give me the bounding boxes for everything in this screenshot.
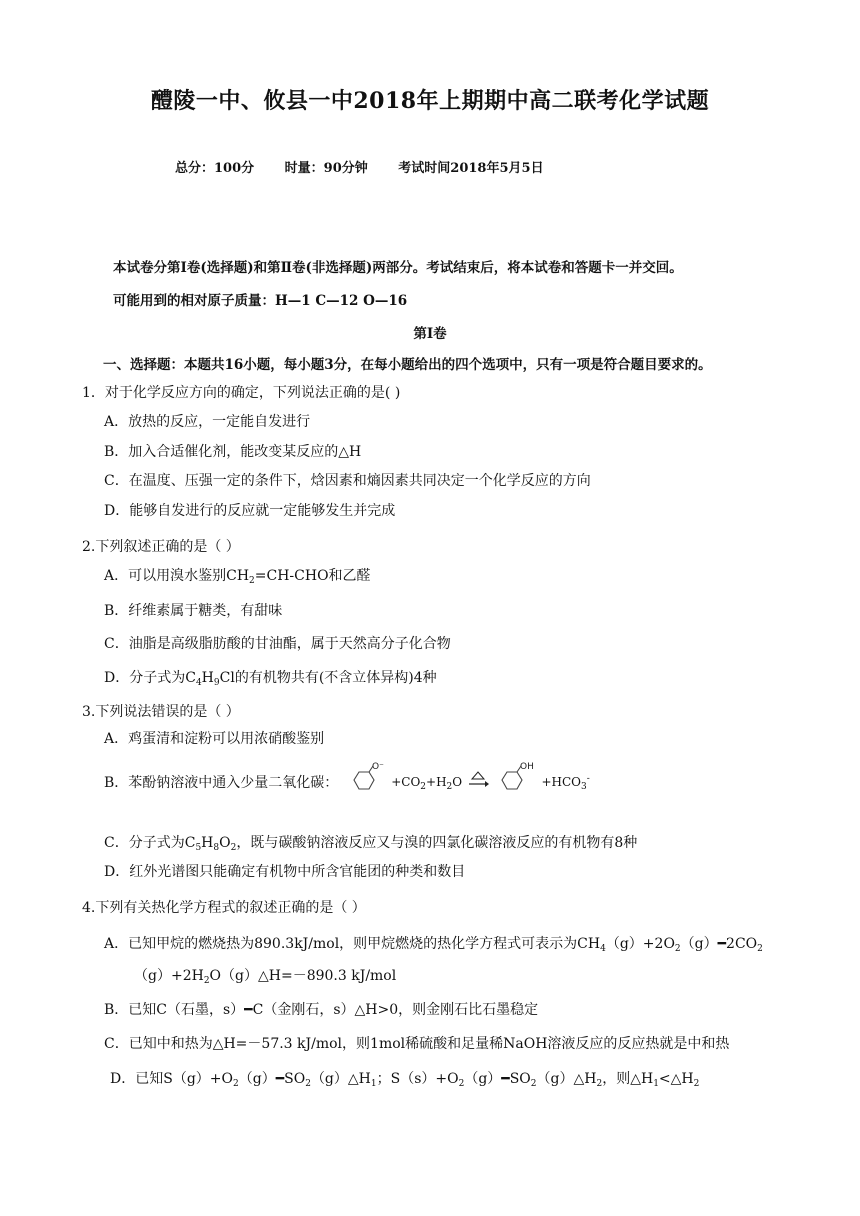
question-4-stem: 4.下列有关热化学方程式的叙述正确的是（ ） xyxy=(82,900,366,916)
question-2-option-c: C．油脂是高级脂肪酸的甘油酯，属于天然高分子化合物 xyxy=(104,636,451,652)
section-instruction: 一、选择题：本题共16小题，每小题3分，在每小题给出的四个选项中，只有一项是符合题目要求的。 xyxy=(103,357,712,373)
question-1-option-a: A．放热的反应，一定能自发进行 xyxy=(104,414,311,430)
question-1-option-b: B．加入合适催化剂，能改变某反应的△H xyxy=(104,444,362,460)
page-title: 醴陵一中、攸县一中2018年上期期中高二联考化学试题 xyxy=(150,88,710,114)
exam-meta xyxy=(175,157,570,176)
question-3-option-a: A．鸡蛋清和淀粉可以用浓硝酸鉴别 xyxy=(104,731,325,747)
question-4-option-d: D．已知$S(g)+O_2(g)━SO_2(g)\triangle H_1$；$S(s)+O_2(g)━SO_2(g)\triangle H_2$，则$\triangle H_1<\triangle H_2$ xyxy=(110,1071,700,1089)
question-3-stem: 3.下列说法错误的是（ ） xyxy=(82,704,240,720)
question-4-option-b: B．已知C（石墨，s）━C（金刚石，s）△H>0，则金刚石比石墨稳定 xyxy=(104,1002,539,1018)
question-4-option-c: C．已知中和热为△H=－57.3 kJ/mol，则1mol稀硫酸和足量稀NaOH溶液反应的反应热就是中和热 xyxy=(104,1036,730,1052)
question-2-option-d: D．分子式为$C_4H_9Cl$的有机物共有(不含立体异构)4种 xyxy=(104,670,437,688)
question-2-option-a: A．可以用溴水鉴别$CH_2=CH$-CHO和乙醛 xyxy=(104,568,371,586)
reaction-arrow xyxy=(467,771,489,794)
question-3-option-b: B．苯酚钠溶液中通入少量二氧化碳： O⁻ $+CO_2+H_2O$ OH $+HCO_3^-$ xyxy=(104,762,590,800)
question-2-stem: 2.下列叙述正确的是（ ） xyxy=(82,539,240,555)
phenol-structure xyxy=(495,762,535,802)
question-3-option-d: D．红外光谱图只能确定有机物中所含官能团的种类和数目 xyxy=(104,864,466,880)
intro-line-2: 可能用到的相对原子质量：H—1 C—12 O—16 xyxy=(113,293,408,309)
question-1-stem: 1．对于化学反应方向的确定，下列说法正确的是( ) xyxy=(82,385,401,401)
svg-text:OH: OH xyxy=(520,762,534,772)
question-2-option-b: B．纤维素属于糖类，有甜味 xyxy=(104,603,283,619)
section-heading: 第Ⅰ卷 xyxy=(413,326,447,342)
svg-text:O⁻: O⁻ xyxy=(371,762,384,772)
intro-line-1: 本试卷分第Ⅰ卷(选择题)和第Ⅱ卷(非选择题)两部分。考试结束后，将本试卷和答题卡一并交回。 xyxy=(113,260,683,276)
question-3-option-c: C．分子式为$C_5H_8O_2$，既与碳酸钠溶液反应又与溴的四氯化碳溶液反应的有机物有8种 xyxy=(104,835,638,853)
question-4-option-a-line-1: A．已知甲烷的燃烧热为890.3kJ/mol，则甲烷燃烧的热化学方程式可表示为$CH_4(g)+2O_2(g)━2CO_2$ xyxy=(104,936,763,954)
total-score: 总分：100分 xyxy=(175,161,255,176)
question-1-option-d: D．能够自发进行的反应就一定能够发生并完成 xyxy=(104,503,396,519)
phenoxide-structure xyxy=(345,762,385,802)
question-4-option-a-line-2: $(g)+2H_2O(g)\triangle H=-890.3$ kJ/mol xyxy=(134,968,397,986)
time-limit: 时量：90分钟 xyxy=(284,161,368,176)
question-1-option-c: C．在温度、压强一定的条件下，焓因素和熵因素共同决定一个化学反应的方向 xyxy=(104,473,591,489)
exam-date: 考试时间2018年5月5日 xyxy=(398,161,544,176)
